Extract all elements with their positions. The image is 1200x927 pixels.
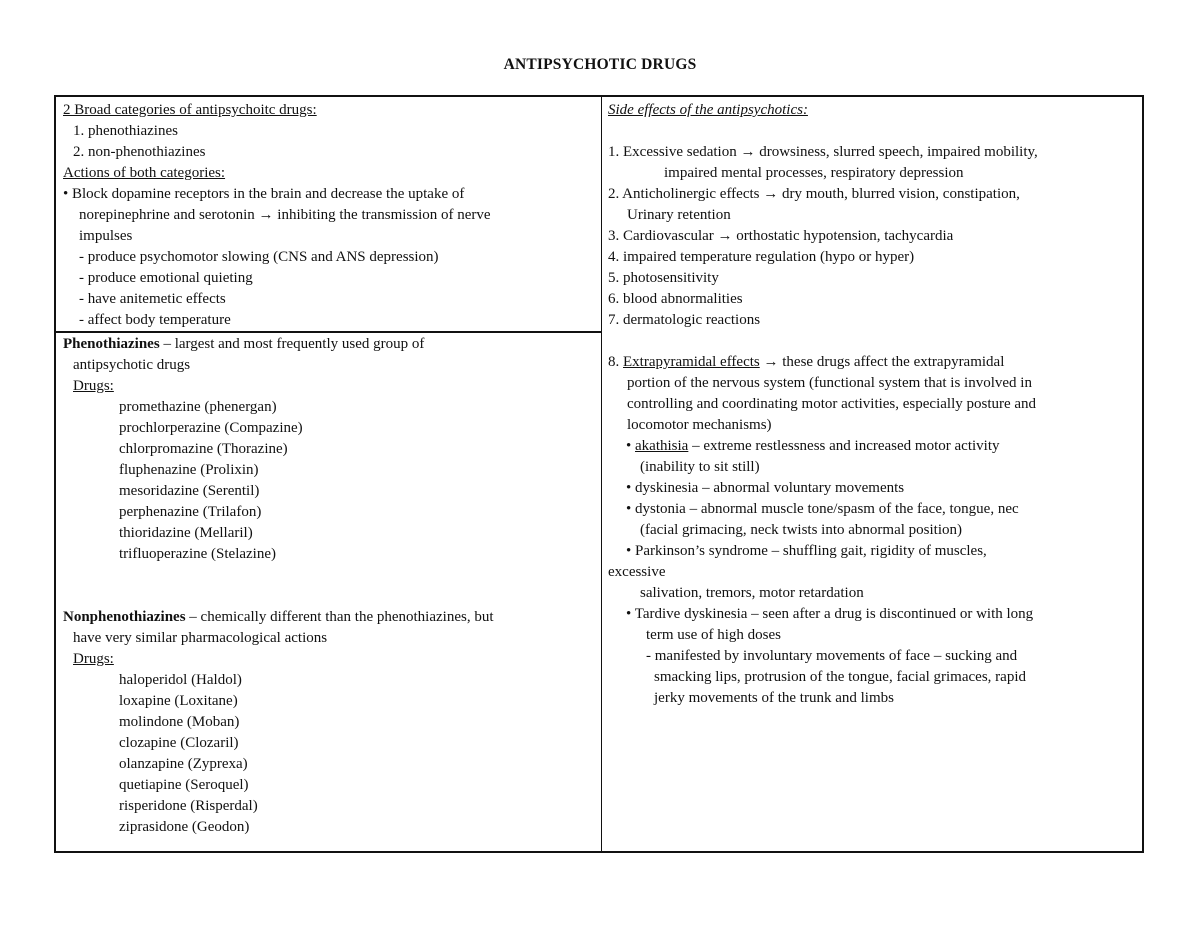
row-divider — [56, 331, 601, 333]
side-effects-heading: Side effects of the antipsychotics: — [608, 102, 808, 118]
drug-groups-cell — [63, 334, 494, 838]
side-effect-detail: locomotor mechanisms) — [627, 417, 772, 433]
side-effect-text: → these drugs affect the extrapyramidal — [759, 354, 1005, 370]
akathisia-term: akathisia — [635, 438, 689, 454]
sub-effect-bullet: • Parkinson’s syndrome – shuffling gait, rigidity of muscles, — [626, 543, 987, 559]
action-text: impulses — [79, 228, 133, 244]
drug-item: perphenazine (Trilafon) — [119, 504, 262, 520]
side-effect-item: 4. impaired temperature regulation (hypo or hyper) — [608, 249, 915, 265]
drug-item: promethazine (phenergan) — [119, 399, 277, 415]
sub-effect-text: – extreme restlessness and increased motor activity — [688, 438, 1000, 454]
side-effect-item — [608, 352, 1038, 373]
sub-effect-bullet: • dystonia – abnormal muscle tone/spasm of the face, tongue, nec — [626, 501, 1019, 517]
sub-effect-detail: term use of high doses — [646, 627, 781, 643]
extrapyramidal-term: Extrapyramidal effects — [623, 354, 760, 370]
sub-effect-detail: salivation, tremors, motor retardation — [640, 585, 864, 601]
spacer — [608, 331, 1038, 352]
sub-effect-detail: smacking lips, protrusion of the tongue, facial grimaces, rapid — [654, 669, 1026, 685]
spacer — [63, 565, 494, 586]
drug-item: quetiapine (Seroquel) — [119, 777, 249, 793]
side-effect-item: 2. Anticholinergic effects → dry mouth, blurred vision, constipation, — [608, 186, 1020, 202]
sub-effect-detail: (facial grimacing, neck twists into abnormal position) — [640, 522, 963, 538]
drug-item: olanzapine (Zyprexa) — [119, 756, 248, 772]
category-item: 1. phenothiazines — [73, 123, 178, 139]
sub-effect-bullet: • dyskinesia – abnormal voluntary movements — [626, 480, 905, 496]
drug-item: clozapine (Clozaril) — [119, 735, 239, 751]
sub-effect-detail: - manifested by involuntary movements of face – sucking and — [646, 648, 1018, 664]
drug-item: ziprasidone (Geodon) — [119, 819, 250, 835]
phenothiazines-intro — [63, 334, 494, 355]
categories-heading: 2 Broad categories of antipsychoitc drugs: — [63, 102, 317, 118]
action-sub-item: - produce psychomotor slowing (CNS and ANS depression) — [79, 249, 439, 265]
categories-cell — [63, 100, 491, 331]
sub-effect-detail: excessive — [608, 564, 666, 580]
action-sub-item: - have anitemetic effects — [79, 291, 226, 307]
sub-effect-detail: (inability to sit still) — [640, 459, 760, 475]
sub-effect-detail: jerky movements of the trunk and limbs — [654, 690, 894, 706]
drugs-label: Drugs: — [73, 651, 114, 667]
action-sub-item: - affect body temperature — [79, 312, 231, 328]
side-effect-item: 5. photosensitivity — [608, 270, 719, 286]
side-effect-item: 6. blood abnormalities — [608, 291, 743, 307]
side-effects-cell — [608, 100, 1038, 709]
drug-item: thioridazine (Mellaril) — [119, 525, 253, 541]
phenothiazines-name: Phenothiazines — [63, 336, 160, 352]
nonphenothiazines-intro — [63, 607, 494, 628]
phenothiazines-desc: – largest and most frequently used group of — [159, 336, 425, 352]
sub-effect-bullet — [608, 436, 1038, 457]
action-bullet: • Block dopamine receptors in the brain and decrease the uptake of — [63, 186, 465, 202]
spacer — [63, 586, 494, 607]
nonphenothiazines-name: Nonphenothiazines — [63, 609, 186, 625]
category-item: 2. non-phenothiazines — [73, 144, 206, 160]
drug-item: trifluoperazine (Stelazine) — [119, 546, 277, 562]
drug-item: mesoridazine (Serentil) — [119, 483, 260, 499]
action-text: norepinephrine and serotonin → inhibiting the transmission of nerve — [79, 207, 491, 223]
side-effect-item: 7. dermatologic reactions — [608, 312, 761, 328]
phenothiazines-desc: antipsychotic drugs — [73, 357, 191, 373]
drug-item: prochlorperazine (Compazine) — [119, 420, 303, 436]
sub-effect-bullet: • Tardive dyskinesia – seen after a drug is discontinued or with long — [626, 606, 1034, 622]
bullet: • — [626, 438, 636, 454]
drug-item: risperidone (Risperdal) — [119, 798, 258, 814]
drug-item: fluphenazine (Prolixin) — [119, 462, 259, 478]
side-effect-detail: portion of the nervous system (functional system that is involved in — [627, 375, 1032, 391]
drug-item: chlorpromazine (Thorazine) — [119, 441, 288, 457]
page-title: ANTIPSYCHOTIC DRUGS — [503, 56, 697, 73]
side-effect-detail: impaired mental processes, respiratory depression — [664, 165, 964, 181]
item-number: 8. — [608, 354, 623, 370]
drug-item: molindone (Moban) — [119, 714, 240, 730]
drugs-label: Drugs: — [73, 378, 114, 394]
side-effect-item: 3. Cardiovascular → orthostatic hypotension, tachycardia — [608, 228, 954, 244]
nonphenothiazines-desc: have very similar pharmacological actions — [73, 630, 328, 646]
drug-item: loxapine (Loxitane) — [119, 693, 238, 709]
spacer — [608, 121, 1038, 142]
side-effect-item: 1. Excessive sedation → drowsiness, slurred speech, impaired mobility, — [608, 144, 1038, 160]
side-effect-detail: controlling and coordinating motor activities, especially posture and — [627, 396, 1037, 412]
side-effect-detail: Urinary retention — [627, 207, 731, 223]
drug-item: haloperidol (Haldol) — [119, 672, 242, 688]
actions-heading: Actions of both categories: — [63, 165, 226, 181]
content-table — [54, 95, 1144, 853]
action-sub-item: - produce emotional quieting — [79, 270, 253, 286]
nonphenothiazines-desc: – chemically different than the phenothiazines, but — [185, 609, 494, 625]
column-divider — [601, 97, 602, 851]
